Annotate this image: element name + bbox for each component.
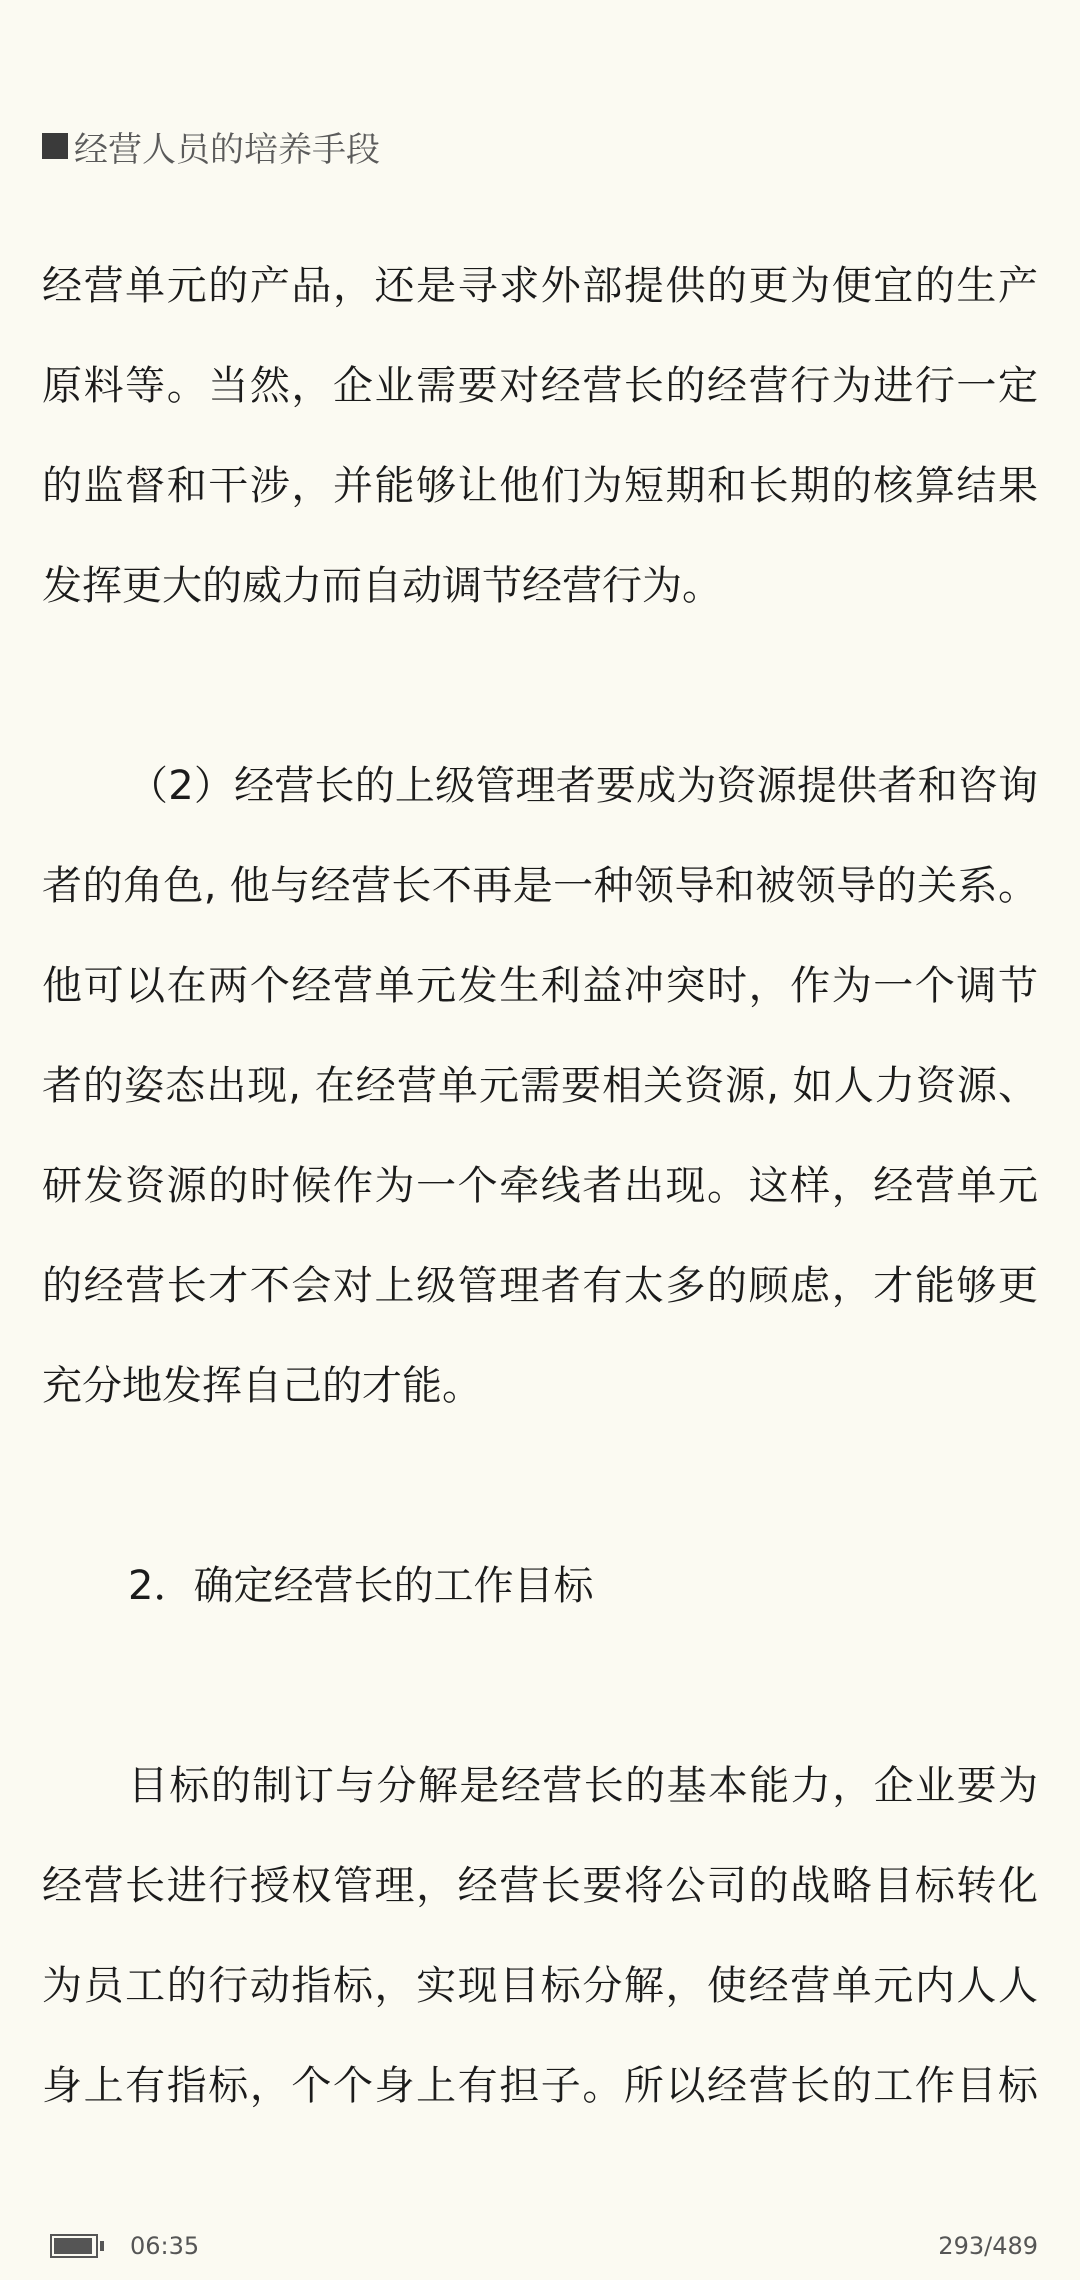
text-line: 他可以在两个经营单元发生利益冲突时，作为一个调节 <box>42 963 1038 1009</box>
text-line: 的经营长才不会对上级管理者有太多的顾虑，才能够更 <box>42 1263 1038 1309</box>
chapter-header <box>42 118 380 174</box>
text-line: 目标的制订与分解是经营长的基本能力，企业要为 <box>128 1763 1038 1809</box>
battery-icon <box>50 2234 98 2258</box>
paragraph-gap <box>42 636 1038 736</box>
text-line: 的监督和干涉，并能够让他们为短期和长期的核算结果 <box>42 463 1038 509</box>
text-line: 者的角色, 他与经营长不再是一种领导和被领导的关系。 <box>42 863 1038 909</box>
page-number: 293/489 <box>938 2232 1038 2260</box>
battery-tip-icon <box>100 2241 104 2251</box>
text-line: 经营单元的产品，还是寻求外部提供的更为便宜的生产 <box>42 263 1038 309</box>
text-line: （2）经营长的上级管理者要成为资源提供者和咨询 <box>128 763 1038 809</box>
text-line: 充分地发挥自己的才能。 <box>42 1363 482 1409</box>
text-line: 发挥更大的威力而自动调节经营行为。 <box>42 563 722 609</box>
clock-time: 06:35 <box>130 2232 200 2260</box>
header-square-icon <box>42 133 68 159</box>
reader-status-bar <box>0 2220 1080 2280</box>
chapter-title: 经营人员的培养手段 <box>74 129 380 170</box>
text-line: 研发资源的时候作为一个牵线者出现。这样，经营单元 <box>42 1163 1038 1209</box>
text-line: 身上有指标，个个身上有担子。所以经营长的工作目标 <box>42 2063 1038 2109</box>
text-line: 经营长进行授权管理，经营长要将公司的战略目标转化 <box>42 1863 1038 1909</box>
section-heading: 2．确定经营长的工作目标 <box>128 1563 594 1609</box>
text-line: 者的姿态出现, 在经营单元需要相关资源, 如人力资源、 <box>42 1063 1038 1109</box>
paragraph-gap <box>42 1636 1038 1736</box>
paragraph-gap <box>42 1436 1038 1536</box>
page-content <box>42 236 1038 2136</box>
text-line: 为员工的行动指标，实现目标分解，使经营单元内人人 <box>42 1963 1038 2009</box>
text-line: 原料等。当然，企业需要对经营长的经营行为进行一定 <box>42 363 1038 409</box>
battery-level-fill <box>54 2238 92 2254</box>
